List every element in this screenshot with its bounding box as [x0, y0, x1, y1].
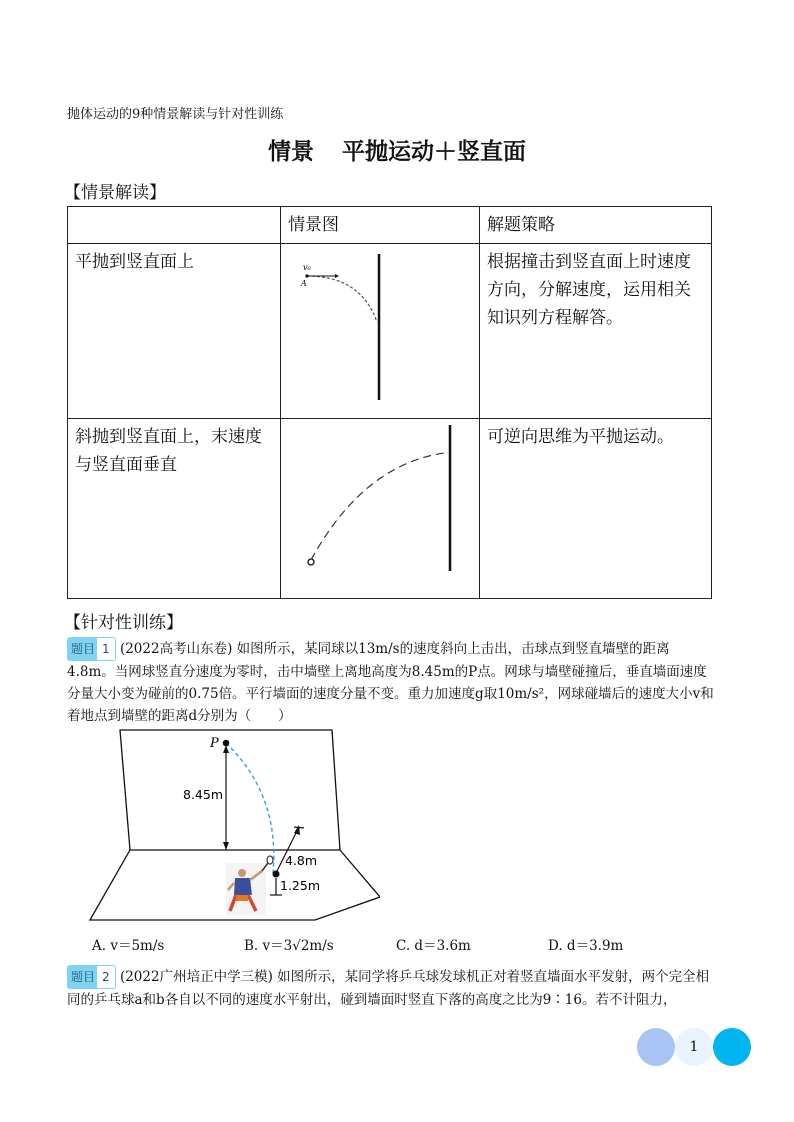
- option-c[interactable]: C. d＝3.6m: [396, 938, 471, 954]
- hit-point: [273, 871, 280, 878]
- section-targeted-training: 【针对性训练】: [64, 613, 183, 633]
- question-number: 1: [96, 637, 116, 661]
- question-1-text: (2022高考山东卷) 如图所示，某同球以13m/s的速度斜向上击出，击球点到竖直墙壁的距离4.8m。当网球竖直分速度为零时，击中墙壁上离地高度为8.45m的P点。网球与墙壁碰撞后，垂直墙面速度分量大小变为碰前的0.75倍。平行墙面的速度分量不变。重力加速度g取10m/s²，网球碰墙后的速度大小v和着地点到墙壁的距离d分别为（ ）: [67, 641, 714, 724]
- horizontal-projectile-diagram: [281, 244, 479, 409]
- label-height-8-45: 8.45m: [183, 787, 224, 802]
- pager-right-circle: [713, 1028, 751, 1066]
- pager-middle-circle: [675, 1028, 713, 1066]
- scene-name-cell: 平抛到竖直面上: [68, 244, 281, 419]
- scene-table: [67, 206, 712, 599]
- v0-label: v₀: [303, 263, 311, 272]
- wall-outline: [120, 730, 340, 850]
- scene-name-cell: 斜抛到竖直面上，末速度与竖直面垂直: [68, 419, 281, 599]
- option-d[interactable]: D. d＝3.9m: [548, 938, 624, 954]
- table-header-strategy: 解题策略: [480, 207, 712, 244]
- start-point: [305, 274, 308, 277]
- document-header: 抛体运动的9种情景解读与针对性训练: [67, 107, 284, 122]
- question-number: 2: [96, 965, 116, 989]
- page-number: 1: [689, 1039, 699, 1055]
- page-number-badge: [637, 1028, 751, 1066]
- question-2: [67, 965, 715, 1011]
- ball-trajectory: [226, 743, 274, 873]
- title-part1: 情景: [268, 138, 314, 165]
- trajectory-curve: [307, 276, 377, 322]
- page-title: [0, 133, 794, 166]
- label-height-1-25: 1.25m: [280, 878, 321, 893]
- pager-left-circle: [637, 1028, 675, 1066]
- option-b[interactable]: B. v＝3√2m/s: [244, 938, 334, 954]
- question-tag: 题目: [67, 965, 99, 989]
- question-2-text: (2022广州培正中学三模) 如图所示，某同学将乒乓球发球机正对着竖直墙面水平发射，两个完全相同的乒乓球a和b各自以不同的速度水平射出，碰到墙面时竖直下落的高度之比为9∶16。若不计阻力，: [67, 969, 710, 1008]
- scene-diagram-cell: [281, 244, 480, 419]
- table-row: [68, 419, 712, 599]
- tennis-wall-figure: [80, 725, 380, 925]
- table-row: [68, 244, 712, 419]
- question-1: [67, 637, 715, 727]
- launch-point: [308, 559, 314, 565]
- scene-diagram-cell: [281, 419, 480, 599]
- table-header-empty: [68, 207, 281, 244]
- option-a[interactable]: A. v＝5m/s: [92, 938, 165, 954]
- label-distance-4-8: 4.8m: [285, 853, 318, 868]
- section-scene-interpretation: 【情景解读】: [64, 183, 166, 203]
- table-header-diagram: 情景图: [281, 207, 480, 244]
- strategy-cell: 根据撞击到竖直面上时速度方向，分解速度，运用相关知识列方程解答。: [480, 244, 712, 419]
- point-p: [223, 740, 230, 747]
- oblique-projectile-diagram: [281, 419, 479, 589]
- question-tag: 题目: [67, 637, 99, 661]
- title-part2: 平抛运动＋竖直面: [342, 138, 526, 165]
- point-a-label: A: [301, 279, 307, 288]
- tennis-player-figure: [226, 856, 273, 915]
- strategy-cell: 可逆向思维为平抛运动。: [480, 419, 712, 599]
- trajectory-curve: [311, 453, 444, 560]
- label-p: P: [210, 736, 219, 751]
